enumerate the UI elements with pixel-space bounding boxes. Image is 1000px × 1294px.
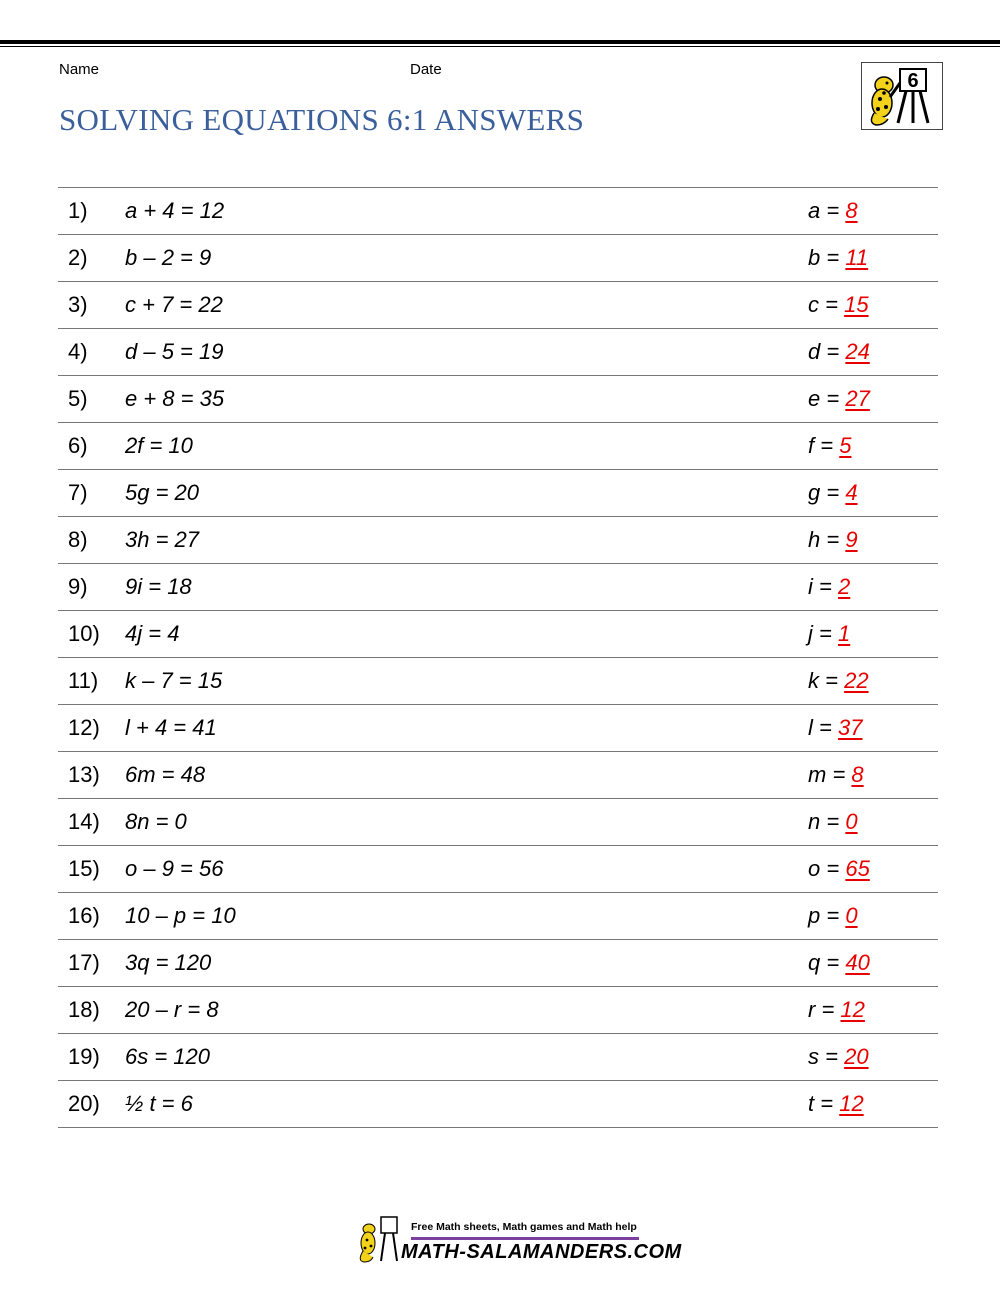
answer-value: 27 (845, 386, 870, 411)
answer-variable: p = (808, 903, 840, 928)
table-row (58, 846, 938, 893)
question-number: 18) (68, 997, 100, 1022)
answer-cell (808, 1044, 869, 1070)
equation: 6m = 48 (125, 762, 206, 787)
answer-value: 65 (845, 856, 870, 881)
answer-cell (808, 997, 865, 1023)
table-row (58, 517, 938, 564)
answer-variable: c = (808, 292, 838, 317)
question-number: 14) (68, 809, 100, 834)
footer-tagline: Free Math sheets, Math games and Math help (411, 1221, 637, 1233)
question-number: 3) (68, 292, 88, 317)
answer-cell (808, 856, 870, 882)
equation: e + 8 = 35 (125, 386, 225, 411)
answer-variable: a = (808, 198, 840, 223)
answers-table (58, 187, 938, 1128)
footer-salamander-icon (355, 1215, 405, 1265)
page-title: SOLVING EQUATIONS 6:1 ANSWERS (59, 102, 585, 137)
equation: 5g = 20 (125, 480, 200, 505)
answer-variable: h = (808, 527, 840, 552)
table-row (58, 987, 938, 1034)
question-number: 11) (68, 668, 99, 693)
answer-value: 0 (845, 903, 858, 928)
table-row (58, 893, 938, 940)
date-label: Date (410, 61, 442, 78)
equation: l + 4 = 41 (125, 715, 217, 740)
logo-grade-number: 6 (907, 70, 919, 92)
question-number: 15) (68, 856, 100, 881)
table-row (58, 564, 938, 611)
question-number: 4) (68, 339, 88, 364)
table-row (58, 329, 938, 376)
answer-cell (808, 621, 850, 647)
table-row (58, 611, 938, 658)
answer-value: 0 (845, 809, 858, 834)
answer-cell (808, 950, 870, 976)
equation: k – 7 = 15 (125, 668, 223, 693)
question-number: 9) (68, 574, 88, 599)
equation: 3h = 27 (125, 527, 200, 552)
equation: 3q = 120 (125, 950, 212, 975)
answer-variable: d = (808, 339, 840, 364)
answer-value: 1 (837, 621, 851, 646)
table-row (58, 752, 938, 799)
equation: 10 – p = 10 (125, 903, 236, 928)
answer-cell (808, 386, 870, 412)
table-row (58, 799, 938, 846)
footer-branding (355, 1215, 682, 1265)
equation: 6s = 120 (125, 1044, 211, 1069)
footer-site-name: MATH-SALAMANDERS.COM (401, 1241, 682, 1263)
table-row (58, 1081, 938, 1128)
answer-value: 8 (845, 198, 858, 223)
answer-variable: f = (808, 433, 834, 458)
equation: 8n = 0 (125, 809, 187, 834)
answer-variable: i = (808, 574, 832, 599)
equation: b – 2 = 9 (125, 245, 212, 270)
answer-variable: m = (808, 762, 846, 787)
answer-variable: q = (808, 950, 840, 975)
answer-value: 37 (837, 715, 863, 740)
equation: o – 9 = 56 (125, 856, 224, 881)
answer-cell (808, 668, 869, 694)
top-border-thick (0, 40, 1000, 44)
answer-variable: n = (808, 809, 840, 834)
answer-cell (808, 480, 858, 506)
equation: c + 7 = 22 (125, 292, 223, 317)
equation: 4j = 4 (125, 621, 180, 646)
question-number: 1) (68, 198, 88, 223)
answer-cell (808, 715, 862, 741)
table-row (58, 188, 938, 235)
answer-value: 20 (844, 1044, 869, 1069)
table-row (58, 235, 938, 282)
table-row (58, 1034, 938, 1081)
answer-cell (808, 762, 864, 788)
answer-value: 4 (845, 480, 858, 505)
answer-value: 12 (840, 997, 865, 1022)
footer-divider (411, 1237, 639, 1240)
question-number: 5) (68, 386, 88, 411)
question-number: 19) (68, 1044, 100, 1069)
equation: 9i = 18 (125, 574, 192, 599)
answer-cell (808, 574, 850, 600)
answer-variable: l = (808, 715, 832, 740)
answer-value: 40 (845, 950, 870, 975)
answer-cell (808, 339, 870, 365)
equation: ½ t = 6 (125, 1091, 193, 1116)
answer-cell (808, 245, 868, 271)
answer-cell (808, 292, 869, 318)
answer-cell (808, 433, 851, 459)
answer-variable: s = (808, 1044, 838, 1069)
question-number: 13) (68, 762, 100, 787)
question-number: 10) (68, 621, 100, 646)
table-row (58, 658, 938, 705)
answer-value: 11 (845, 245, 869, 270)
equation: 2f = 10 (125, 433, 193, 458)
equation: d – 5 = 19 (125, 339, 224, 364)
answer-value: 12 (839, 1091, 864, 1116)
salamander-grade-logo-icon (861, 62, 943, 130)
answer-value: 9 (845, 527, 858, 552)
equation: a + 4 = 12 (125, 198, 225, 223)
answer-value: 15 (844, 292, 869, 317)
answer-value: 5 (839, 433, 852, 458)
table-row (58, 705, 938, 752)
answer-cell (808, 809, 858, 835)
question-number: 8) (68, 527, 88, 552)
question-number: 2) (68, 245, 88, 270)
table-row (58, 940, 938, 987)
answer-variable: t = (808, 1091, 834, 1116)
question-number: 16) (68, 903, 100, 928)
question-number: 17) (68, 950, 100, 975)
answer-cell (808, 1091, 864, 1117)
answer-variable: r = (808, 997, 835, 1022)
answer-cell (808, 903, 858, 929)
question-number: 7) (68, 480, 88, 505)
answer-cell (808, 527, 858, 553)
table-row (58, 470, 938, 517)
answer-variable: o = (808, 856, 840, 881)
answer-variable: k = (808, 668, 838, 693)
question-number: 12) (68, 715, 100, 740)
answer-value: 8 (851, 762, 864, 787)
question-number: 20) (68, 1091, 100, 1116)
equation: 20 – r = 8 (125, 997, 219, 1022)
question-number: 6) (68, 433, 88, 458)
answer-value: 2 (837, 574, 851, 599)
answer-value: 24 (845, 339, 870, 364)
top-border-thin (0, 46, 1000, 47)
answer-variable: e = (808, 386, 840, 411)
answer-variable: g = (808, 480, 840, 505)
table-row (58, 423, 938, 470)
answer-cell (808, 198, 858, 224)
table-row (58, 376, 938, 423)
answer-variable: j = (808, 621, 832, 646)
answer-value: 22 (844, 668, 869, 693)
answer-variable: b = (808, 245, 840, 270)
name-label: Name (59, 61, 100, 78)
table-row (58, 282, 938, 329)
